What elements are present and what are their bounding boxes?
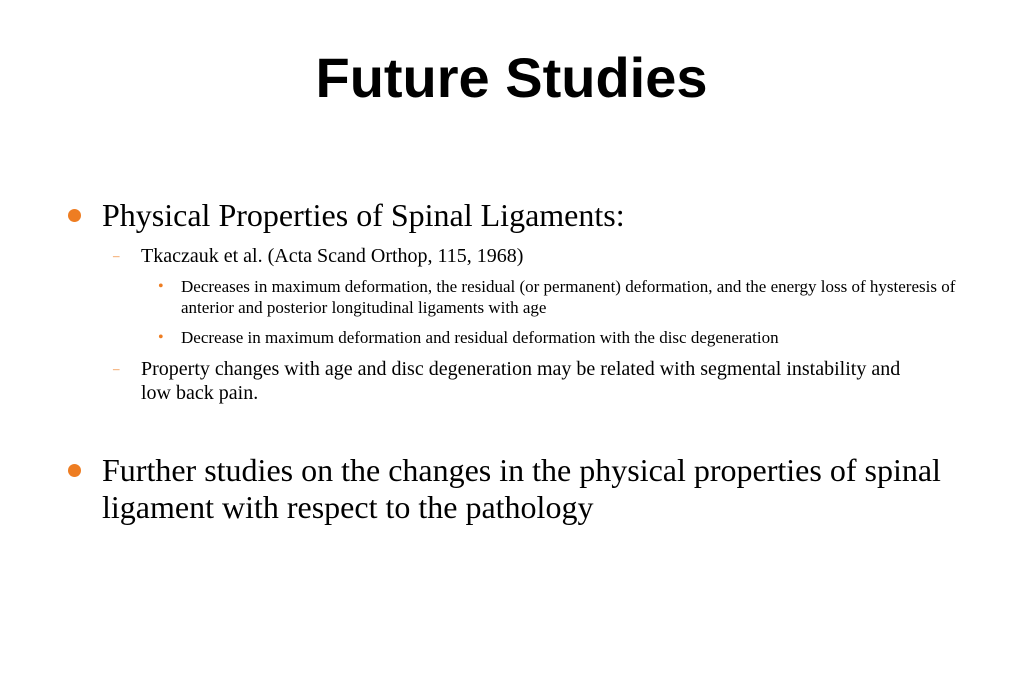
- bullet-further-studies: [102, 452, 962, 526]
- bullet-text: Further studies on the changes in the physical properties of spinal ligament with respect to the pathology: [102, 452, 941, 525]
- small-dot-bullet-icon: •: [158, 329, 164, 346]
- dash-bullet-icon: –: [113, 248, 120, 263]
- bullet-text: Physical Properties of Spinal Ligaments:: [102, 197, 625, 233]
- bullet-physical-properties: [102, 197, 962, 234]
- detail-bullet-text: Decrease in maximum deformation and residual deformation with the disc degeneration: [181, 328, 779, 347]
- sub-bullet-text: Property changes with age and disc degeneration may be related with segmental instability and low back pain.: [141, 358, 901, 404]
- detail-bullet-age-effects: [158, 276, 956, 318]
- dash-bullet-icon: –: [113, 361, 120, 376]
- orange-dot-bullet-icon: [68, 209, 81, 222]
- detail-bullet-text: Decreases in maximum deformation, the residual (or permanent) deformation, and the energy loss of hysteresis of anterior and posterior longitudinal ligaments with age: [181, 277, 956, 317]
- sub-bullet-tkaczauk: [113, 244, 901, 268]
- sub-bullet-text: Tkaczauk et al. (Acta Scand Orthop, 115, 1968): [141, 245, 524, 267]
- orange-dot-bullet-icon: [68, 464, 81, 477]
- slide-title: Future Studies: [315, 46, 708, 109]
- detail-bullet-degeneration-effects: [158, 327, 956, 348]
- small-dot-bullet-icon: •: [158, 278, 164, 295]
- sub-bullet-property-changes: [113, 357, 901, 405]
